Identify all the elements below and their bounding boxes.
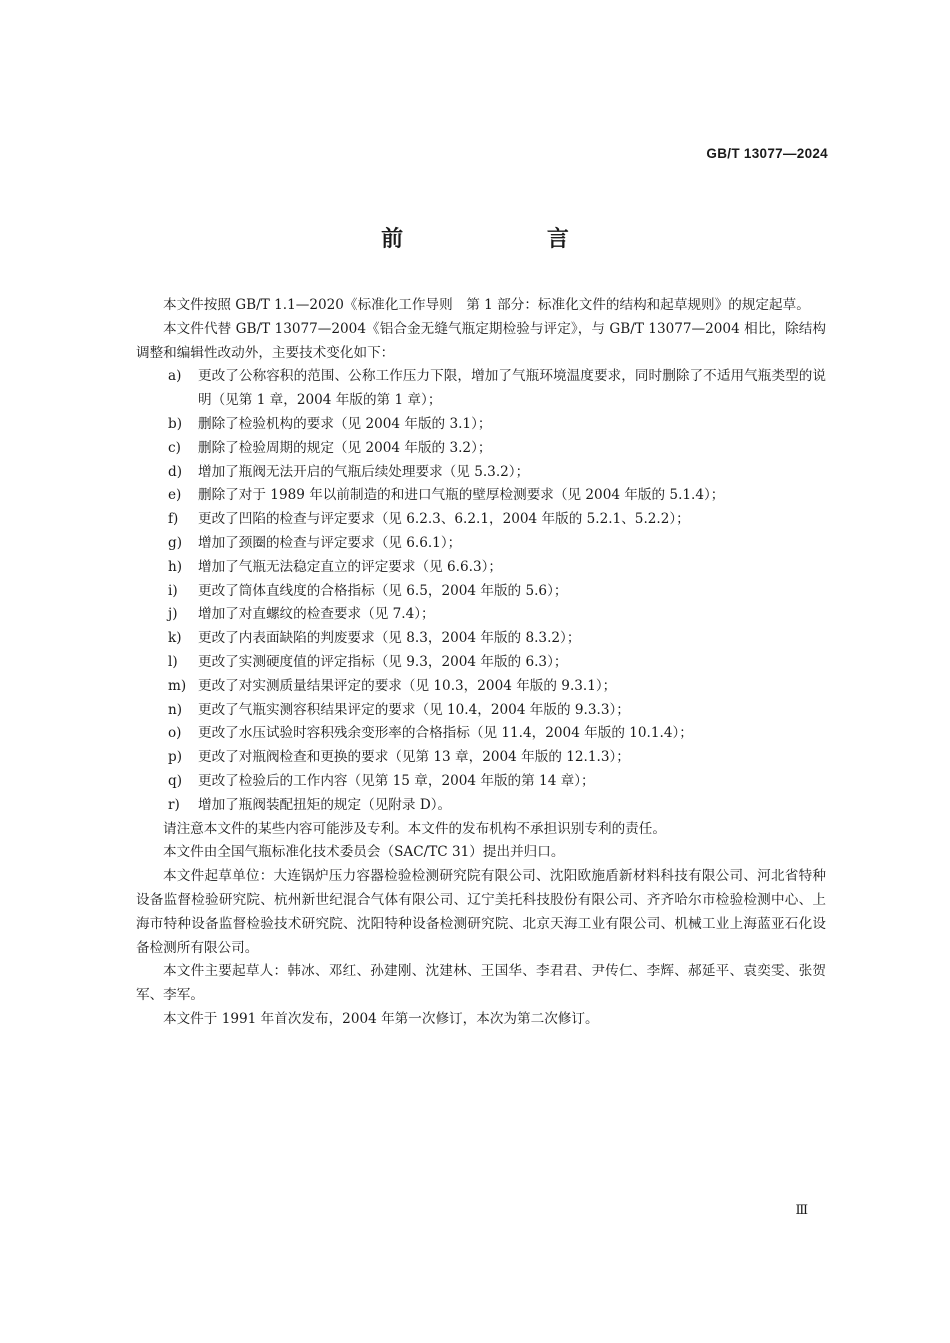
item-label: f) <box>168 511 179 528</box>
list-item <box>136 556 826 580</box>
item-text: 增加了对直螺纹的检查要求（见 7.4）； <box>198 606 435 623</box>
list-item <box>136 770 826 794</box>
list-item <box>136 627 826 651</box>
list-item <box>136 437 826 461</box>
list-item <box>136 675 826 699</box>
item-text: 更改了对瓶阀检查和更换的要求（见第 13 章，2004 年版的 12.1.3）； <box>198 749 630 766</box>
document-code: GB/T 13077—2024 <box>706 146 828 161</box>
item-label: k) <box>168 630 182 647</box>
item-label: l) <box>168 653 178 670</box>
drafters-paragraph: 本文件主要起草人：韩冰、邓红、孙建刚、沈建林、王国华、李君君、尹传仁、李辉、郝延平、袁奕雯、张贺军、李军。 <box>136 963 826 1004</box>
item-label: n) <box>168 701 183 718</box>
page-number: Ⅲ <box>795 1202 808 1217</box>
item-text: 更改了对实测质量结果评定的要求（见 10.3，2004 年版的 9.3.1）； <box>198 677 617 694</box>
item-text: 更改了气瓶实测容积结果评定的要求（见 10.4，2004 年版的 9.3.3）； <box>198 701 630 718</box>
item-text: 更改了筒体直线度的合格指标（见 6.5，2004 年版的 5.6）； <box>198 582 568 599</box>
item-text: 更改了水压试验时容积残余变形率的合格指标（见 11.4，2004 年版的 10.1.4）； <box>198 725 693 742</box>
patent-notice: 请注意本文件的某些内容可能涉及专利。本文件的发布机构不承担识别专利的责任。 <box>163 820 666 837</box>
item-text: 删除了对于 1989 年以前制造的和进口气瓶的壁厚检测要求（见 2004 年版的 5.1.4）； <box>198 487 725 504</box>
item-label: q) <box>168 772 183 789</box>
item-label: r) <box>168 796 180 813</box>
item-label: e) <box>168 487 182 504</box>
list-item <box>136 365 826 413</box>
item-text: 更改了检验后的工作内容（见第 15 章，2004 年版的第 14 章）； <box>198 772 595 789</box>
item-label: b) <box>168 415 183 432</box>
item-text: 增加了瓶阀无法开启的气瓶后续处理要求（见 5.3.2）； <box>198 463 530 480</box>
changes-list <box>136 365 826 817</box>
item-label: p) <box>168 749 183 766</box>
intro-paragraph: 本文件代替 GB/T 13077—2004《铝合金无缝气瓶定期检验与评定》，与 GB/T 13077—2004 相比，除结构调整和编辑性改动外，主要技术变化如下： <box>136 320 826 361</box>
item-text: 删除了检验机构的要求（见 2004 年版的 3.1）； <box>198 415 492 432</box>
item-label: j) <box>168 606 178 623</box>
item-label: m) <box>168 677 187 694</box>
list-item <box>136 699 826 723</box>
list-item <box>136 746 826 770</box>
list-item <box>136 484 826 508</box>
item-text: 增加了颈圈的检查与评定要求（见 6.6.1）； <box>198 534 462 551</box>
list-item <box>136 794 826 818</box>
item-text: 更改了实测硬度值的评定指标（见 9.3，2004 年版的 6.3）； <box>198 653 568 670</box>
intro-paragraph: 本文件按照 GB/T 1.1—2020《标准化工作导则 第 1 部分：标准化文件的结构和起草规则》的规定起草。 <box>163 297 810 313</box>
document-body <box>136 294 826 1032</box>
list-item <box>136 413 826 437</box>
item-label: d) <box>168 463 183 480</box>
committee-paragraph: 本文件由全国气瓶标准化技术委员会（SAC/TC 31）提出并归口。 <box>163 844 565 861</box>
page-title: 前 言 <box>381 227 617 252</box>
item-label: c) <box>168 439 181 456</box>
list-item <box>136 651 826 675</box>
list-item <box>136 508 826 532</box>
list-item <box>136 580 826 604</box>
item-label: g) <box>168 534 183 551</box>
item-label: a) <box>168 368 182 385</box>
item-text: 增加了瓶阀装配扭矩的规定（见附录 D）。 <box>198 796 452 813</box>
item-text: 增加了气瓶无法稳定直立的评定要求（见 6.6.3）； <box>198 558 502 575</box>
item-text: 更改了公称容积的范围、公称工作压力下限，增加了气瓶环境温度要求，同时删除了不适用气瓶类型的说明（见第 1 章，2004 年版的第 1 章）； <box>198 368 826 409</box>
item-text: 更改了凹陷的检查与评定要求（见 6.2.3、6.2.1，2004 年版的 5.2.1、5.2.2）； <box>198 511 690 528</box>
history-paragraph: 本文件于 1991 年首次发布，2004 年第一次修订，本次为第二次修订。 <box>163 1010 599 1027</box>
item-text: 更改了内表面缺陷的判废要求（见 8.3，2004 年版的 8.3.2）； <box>198 630 581 647</box>
list-item <box>136 532 826 556</box>
item-text: 删除了检验周期的规定（见 2004 年版的 3.2）； <box>198 439 492 456</box>
item-label: h) <box>168 558 183 575</box>
list-item <box>136 461 826 485</box>
item-label: o) <box>168 725 182 742</box>
drafting-units-paragraph: 本文件起草单位：大连锅炉压力容器检验检测研究院有限公司、沈阳欧施盾新材料科技有限公司、河北省特种设备监督检验研究院、杭州新世纪混合气体有限公司、辽宁美托科技股份有限公司、齐齐哈尔市检验检测中心、上海市特种设备监督检验技术研究院、沈阳特种设备检测研究院、北京天海工业有限公司、机械工业上海蓝亚石化设备检测所有限公司。 <box>136 868 826 956</box>
list-item <box>136 722 826 746</box>
item-label: i) <box>168 582 178 599</box>
list-item <box>136 603 826 627</box>
